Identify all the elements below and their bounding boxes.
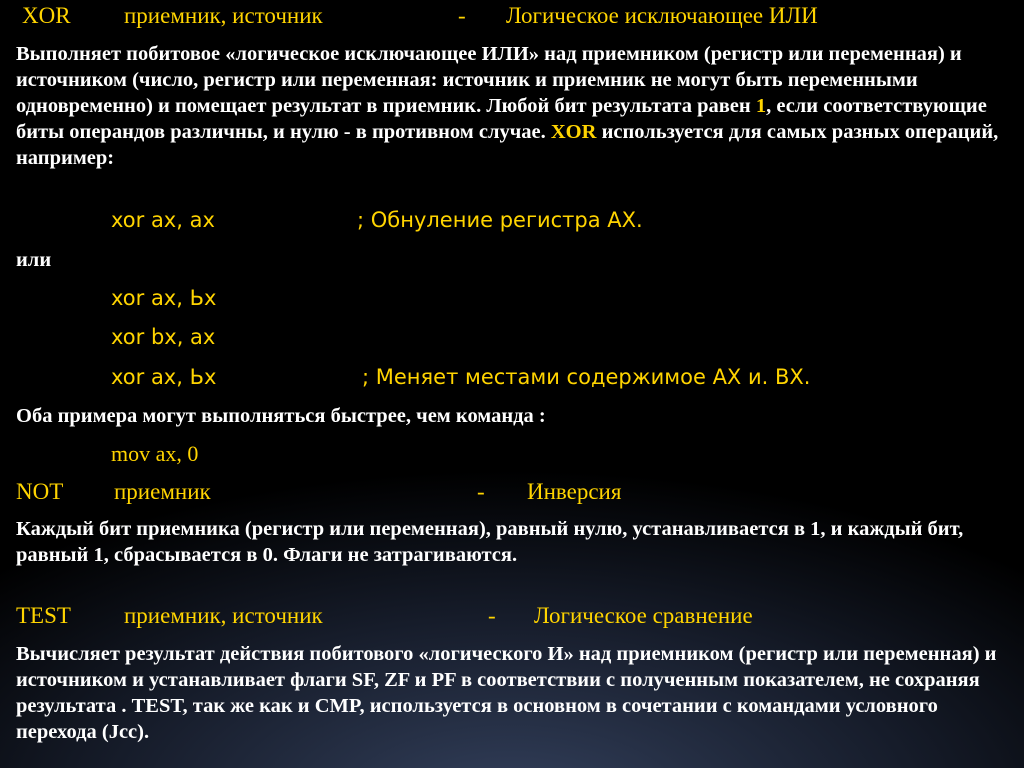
test-operands: приемник, источник	[124, 603, 323, 628]
xor-title: Логическое исключающее ИЛИ	[506, 3, 818, 28]
not-operands: приемник	[114, 479, 211, 504]
not-title: Инверсия	[527, 479, 622, 504]
xor-example1-comment: ; Обнуление регистра АХ.	[357, 208, 643, 232]
xor-mnemonic: XOR	[22, 3, 71, 28]
xor-example2-comment: ; Меняет местами содержимое АХ и. ВХ.	[362, 365, 811, 389]
xor-desc-part1: Выполняет побитовое «логическое исключающее ИЛИ» над приемником (регистр или переменная) и источником (число, регистр или переменная: источник и приемник не могут быть переменными одновременно) и помещает результат в приемник. Любой бит результата равен	[16, 43, 962, 117]
test-dash: -	[488, 603, 496, 628]
test-description: Вычисляет результат действия побитового «логического И» над приемником (регистр или переменная) и источником и устанавливает флаги SF, ZF и PF в соответствии с полученным показателем, не сохраняя результата . TEST, так же как и CMP, используется в основном в сочетании с командами условного перехода (Jcc).	[16, 643, 997, 743]
not-description: Каждый бит приемника (регистр или переменная), равный нулю, устанавливается в 1, и каждый бит, равный 1, сбрасывается в 0. Флаги не затрагиваются.	[16, 518, 964, 566]
test-title: Логическое сравнение	[534, 603, 753, 628]
xor-description	[16, 41, 1016, 171]
xor-example2-line3: xor ax, Ьх	[111, 365, 217, 389]
xor-example2-line2: xor bx, ax	[111, 325, 216, 349]
test-mnemonic: TEST	[16, 603, 71, 628]
xor-desc-one: 1	[755, 95, 767, 117]
xor-example1-code: xor ax, ax	[111, 208, 215, 232]
xor-desc-xor: XOR	[550, 121, 597, 143]
not-mnemonic: NOT	[16, 479, 64, 504]
xor-example2-line1: xor ax, Ьх	[111, 286, 217, 310]
faster-text: Оба примера могут выполняться быстрее, чем команда :	[16, 405, 546, 427]
xor-desc-part3: используется для самых разных операций, например:	[16, 121, 999, 169]
xor-operands: приемник, источник	[124, 3, 323, 28]
xor-dash: -	[458, 3, 466, 28]
mov-code: mov ax, 0	[111, 441, 199, 466]
or-word: или	[16, 249, 52, 271]
xor-desc-part2: , если соответствующие биты операндов различны, и нулю - в противном случае.	[16, 95, 987, 143]
not-dash: -	[477, 479, 485, 504]
